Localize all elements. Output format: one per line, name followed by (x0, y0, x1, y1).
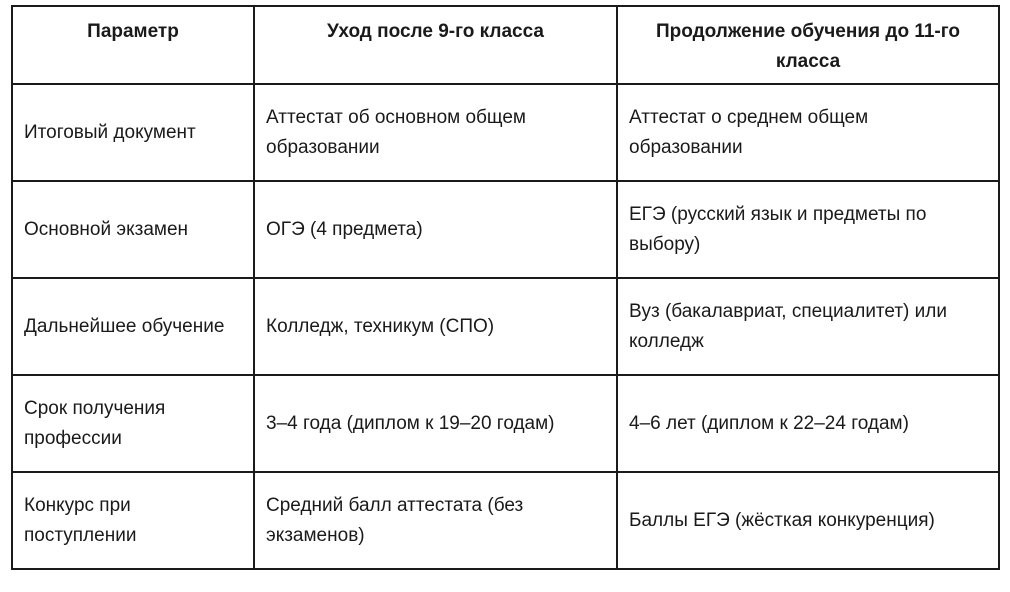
comparison-table (11, 5, 1000, 570)
header-parameter: Параметр (12, 6, 254, 84)
header-continue-to-11: Продолжение обучения до 11-го класса (617, 6, 999, 84)
table-row (12, 278, 999, 375)
row-after-9-cell: Средний балл аттестата (без экзаменов) (254, 472, 617, 569)
table-row (12, 472, 999, 569)
row-parameter-cell: Итоговый документ (12, 84, 254, 181)
row-to-11-cell: 4–6 лет (диплом к 22–24 годам) (617, 375, 999, 472)
row-to-11-cell: Вуз (бакалавриат, специалитет) или колледж (617, 278, 999, 375)
row-to-11-cell: ЕГЭ (русский язык и предметы по выбору) (617, 181, 999, 278)
row-parameter-cell: Срок получения профессии (12, 375, 254, 472)
row-parameter-cell: Основной экзамен (12, 181, 254, 278)
comparison-table-container (11, 5, 1000, 570)
table-row (12, 181, 999, 278)
row-to-11-cell: Аттестат о среднем общем образовании (617, 84, 999, 181)
table-header-row (12, 6, 999, 84)
row-after-9-cell: 3–4 года (диплом к 19–20 годам) (254, 375, 617, 472)
row-parameter-cell: Дальнейшее обучение (12, 278, 254, 375)
row-after-9-cell: ОГЭ (4 предмета) (254, 181, 617, 278)
row-after-9-cell: Колледж, техникум (СПО) (254, 278, 617, 375)
row-after-9-cell: Аттестат об основном общем образовании (254, 84, 617, 181)
row-to-11-cell: Баллы ЕГЭ (жёсткая конкуренция) (617, 472, 999, 569)
table-row (12, 84, 999, 181)
row-parameter-cell: Конкурс при поступлении (12, 472, 254, 569)
header-leave-after-9: Уход после 9-го класса (254, 6, 617, 84)
table-row (12, 375, 999, 472)
